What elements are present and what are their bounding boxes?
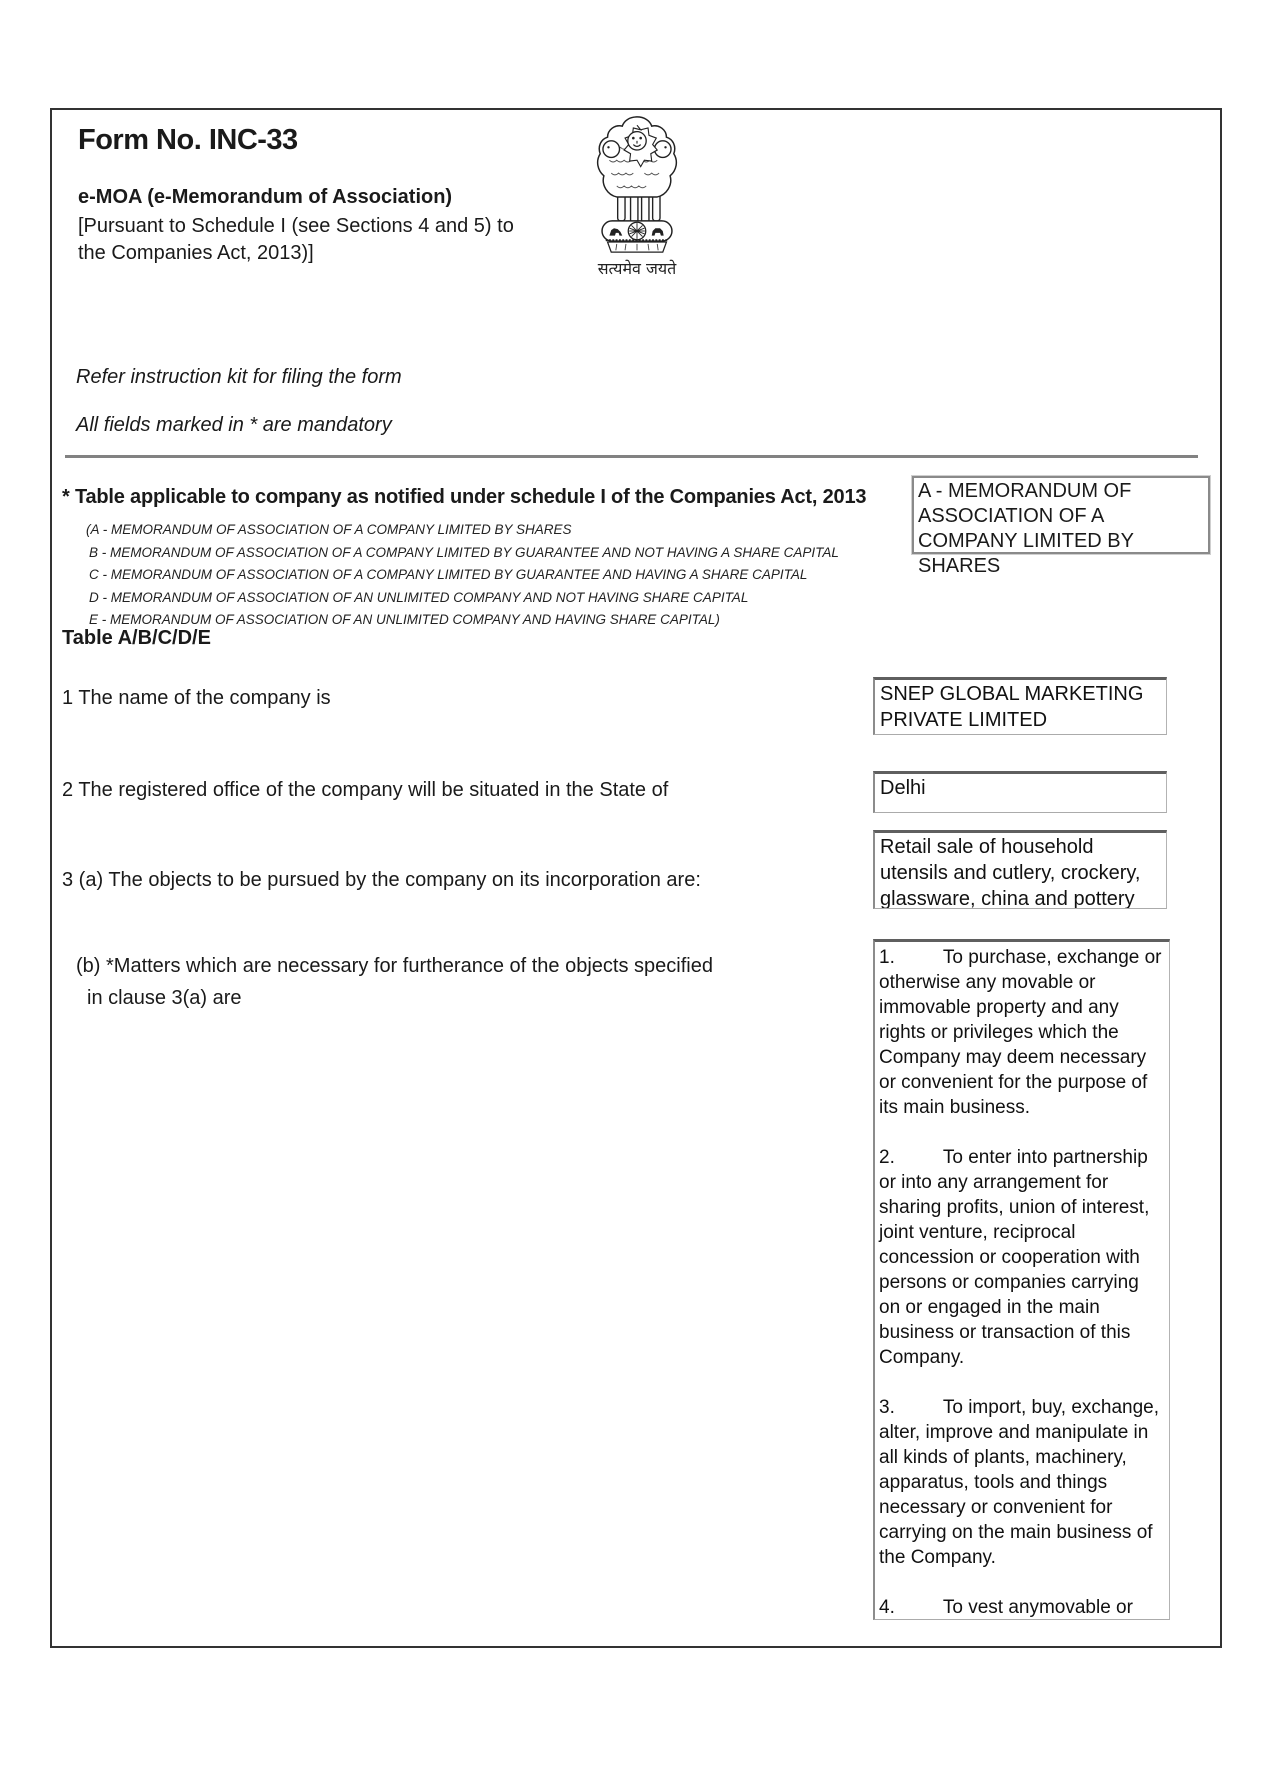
clause-2-number: 2. — [879, 1147, 895, 1168]
table-option-e: E - MEMORANDUM OF ASSOCIATION OF AN UNLIMITED COMPANY AND HAVING SHARE CAPITAL) — [89, 612, 720, 627]
table-applicable-heading: * Table applicable to company as notified under schedule I of the Companies Act, 2013 — [62, 486, 867, 508]
objects-field[interactable]: Retail sale of household utensils and cutlery, crockery, glassware, china and pottery — [873, 830, 1167, 909]
clause-1-text: To purchase, exchange or otherwise any movable or immovable property and any rights or privileges which the Company may deem necessary or convenient for the purpose of its main business. — [879, 947, 1162, 1118]
registered-office-state-field[interactable]: Delhi — [873, 771, 1167, 813]
form-subtitle: e-MOA (e-Memorandum of Association) — [78, 186, 453, 208]
form-number-title: Form No. INC-33 — [78, 124, 298, 156]
matters-label-line1: (b) *Matters which are necessary for furtherance of the objects specified — [76, 955, 713, 977]
clause-2 — [879, 1145, 1165, 1370]
section-divider — [65, 455, 1198, 458]
table-option-b: B - MEMORANDUM OF ASSOCIATION OF A COMPANY LIMITED BY GUARANTEE AND NOT HAVING A SHARE CAPITAL — [89, 544, 839, 560]
table-option-a: (A - MEMORANDUM OF ASSOCIATION OF A COMPANY LIMITED BY SHARES — [86, 522, 572, 537]
table-option-d: D - MEMORANDUM OF ASSOCIATION OF AN UNLIMITED COMPANY AND NOT HAVING SHARE CAPITAL — [89, 589, 749, 605]
objects-label: 3 (a) The objects to be pursued by the company on its incorporation are: — [62, 869, 701, 891]
company-name-label: 1 The name of the company is — [62, 687, 331, 709]
instruction-refer-kit: Refer instruction kit for filing the form — [76, 366, 402, 388]
table-applicable-field[interactable]: A - MEMORANDUM OF ASSOCIATION OF A COMPANY LIMITED BY SHARES — [912, 476, 1210, 554]
ashoka-emblem-icon — [591, 112, 683, 263]
clause-4-number: 4. — [879, 1597, 895, 1618]
form-pursuant-note: [Pursuant to Schedule I (see Sections 4 and 5) to the Companies Act, 2013)] — [78, 215, 514, 264]
matters-field[interactable] — [873, 939, 1170, 1620]
clause-4-text: To vest anymovable or — [942, 1597, 1133, 1618]
table-option-c: C - MEMORANDUM OF ASSOCIATION OF A COMPANY LIMITED BY GUARANTEE AND HAVING A SHARE CAPITAL — [89, 567, 808, 582]
table-option-list — [86, 519, 839, 632]
clause-3-number: 3. — [879, 1397, 895, 1418]
emblem-motto-text: सत्यमेव जयते — [597, 259, 677, 278]
company-name-field[interactable]: SNEP GLOBAL MARKETING PRIVATE LIMITED — [873, 677, 1167, 735]
registered-office-label: 2 The registered office of the company will be situated in the State of — [62, 779, 669, 801]
clause-3-text: To import, buy, exchange, alter, improve and manipulate in all kinds of plants, machinery, apparatus, tools and things necessary or convenient for carrying on the main business of the Company. — [879, 1397, 1160, 1568]
clause-4 — [879, 1595, 1165, 1620]
instruction-mandatory-fields: All fields marked in * are mandatory — [76, 414, 392, 436]
table-abcde-label: Table A/B/C/D/E — [62, 627, 211, 649]
clause-1-number: 1. — [879, 947, 895, 968]
clause-3 — [879, 1395, 1165, 1570]
clause-2-text: To enter into partnership or into any arrangement for sharing profits, union of interest, joint venture, reciprocal concession or cooperation with persons or companies carrying on or engaged in the main business or transaction of this Company. — [879, 1147, 1150, 1368]
matters-label-line2: in clause 3(a) are — [87, 987, 242, 1009]
clause-1 — [879, 945, 1165, 1120]
